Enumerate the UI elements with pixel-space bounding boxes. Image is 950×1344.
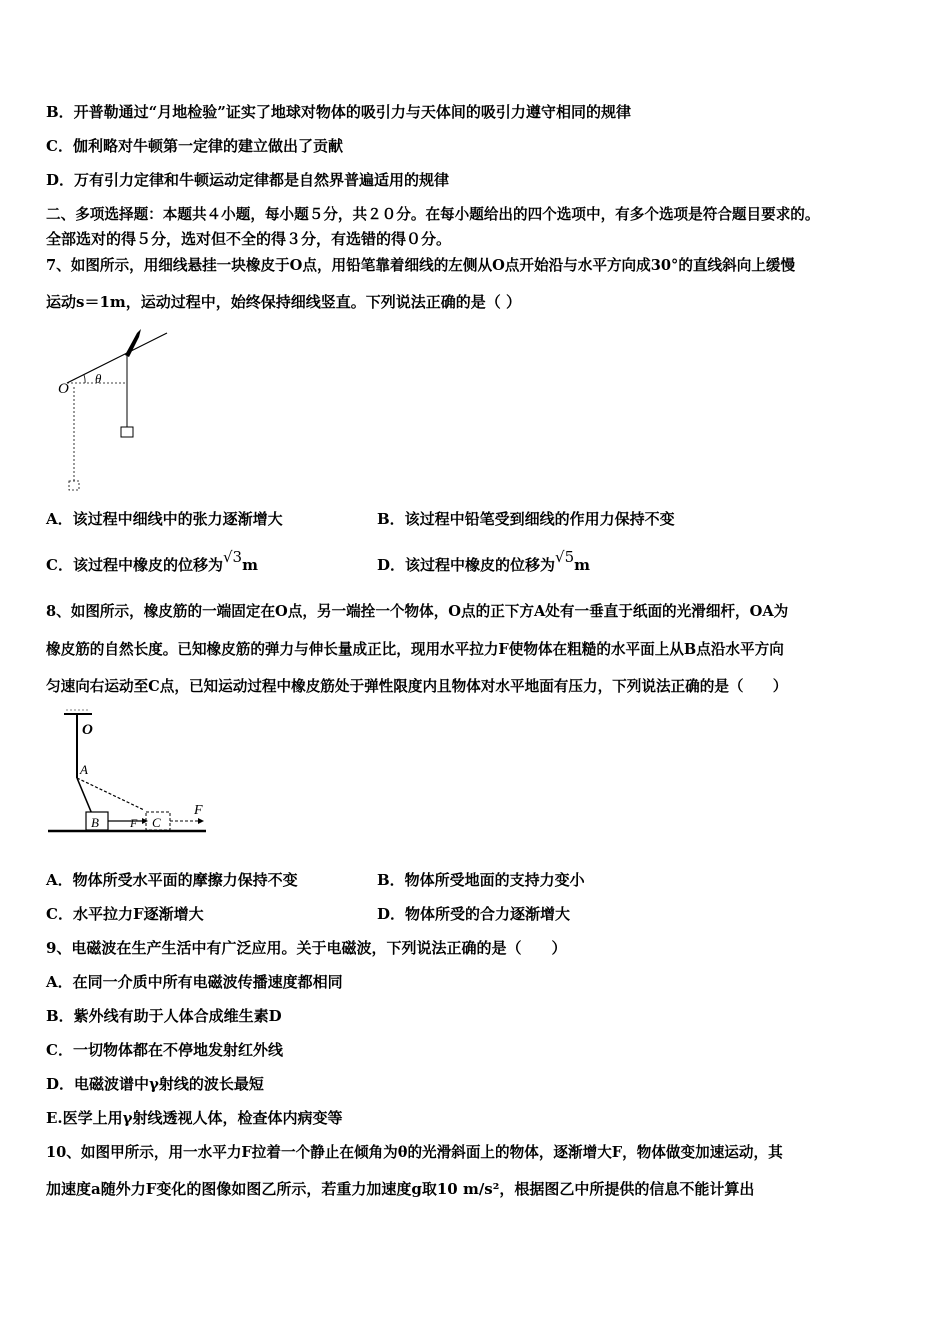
q7-option-d-text: D．该过程中橡皮的位移为 bbox=[377, 556, 556, 574]
q7-stem-line1: 7、如图所示，用细线悬挂一块橡皮于O点，用铅笔靠着细线的左侧从O点开始沿与水平方向成30°的直线斜向上缓慢 bbox=[46, 257, 796, 274]
q9-stem: 9、电磁波在生产生活中有广泛应用。关于电磁波，下列说法正确的是（ ） bbox=[46, 939, 567, 957]
option-b-previous: B．开普勒通过“月地检验”证实了地球对物体的吸引力与天体间的吸引力遵守相同的规律 bbox=[46, 103, 631, 121]
q8-stem-line1: 8、如图所示，橡皮筋的一端固定在O点，另一端拴一个物体，O点的正下方A处有一垂直于纸面的光滑细杆，OA为 bbox=[46, 603, 789, 620]
q9-option-b: B．紫外线有助于人体合成维生素D bbox=[46, 1007, 282, 1025]
q7-option-a: A．该过程中细线中的张力逐渐增大 bbox=[46, 510, 283, 528]
q8-stem-line2: 橡皮筋的自然长度。已知橡皮筋的弹力与伸长量成正比，现用水平拉力F使物体在粗糙的水平面上从B点沿水平方向 bbox=[46, 641, 784, 658]
q8-figure bbox=[46, 708, 216, 838]
q8-stem-line3: 匀速向右运动至C点，已知运动过程中橡皮筋处于弹性限度内且物体对水平地面有压力，下列说法正确的是（ ） bbox=[46, 678, 788, 695]
q7-option-c-unit: m bbox=[242, 556, 258, 574]
q8-option-a: A．物体所受水平面的摩擦力保持不变 bbox=[46, 871, 298, 889]
q8-option-b: B．物体所受地面的支持力变小 bbox=[377, 871, 585, 889]
q10-stem-line1: 10、如图甲所示，用一水平力F拉着一个静止在倾角为θ的光滑斜面上的物体，逐渐增大F，物体做变加速运动，其 bbox=[46, 1144, 783, 1161]
q8-figure-f-label: F bbox=[194, 803, 203, 818]
q9-option-e: E.医学上用γ射线透视人体，检查体内病变等 bbox=[46, 1109, 343, 1127]
q8-figure-b-label: B bbox=[91, 815, 99, 830]
option-d-previous: D．万有引力定律和牛顿运动定律都是自然界普遍适用的规律 bbox=[46, 171, 450, 189]
q7-option-d-sqrt: √5 bbox=[555, 548, 575, 566]
section-heading: 二、多项选择题：本题共４小题，每小题５分，共２０分。在每小题给出的四个选项中，有多个选项是符合题目要求的。 bbox=[46, 206, 820, 223]
q7-option-b: B．该过程中铅笔受到细线的作用力保持不变 bbox=[377, 510, 675, 528]
option-c-previous: C．伽利略对牛顿第一定律的建立做出了贡献 bbox=[46, 137, 343, 155]
q7-stem-line2: 运动s＝1m，运动过程中，始终保持细线竖直。下列说法正确的是（ ） bbox=[46, 293, 521, 311]
q7-option-c-sqrt: √3 bbox=[222, 548, 243, 566]
q9-option-a: A．在同一介质中所有电磁波传播速度都相同 bbox=[46, 973, 343, 991]
q7-figure-theta-label: θ bbox=[95, 371, 102, 386]
q8-option-c: C．水平拉力F逐渐增大 bbox=[46, 905, 204, 923]
q8-figure-o-label: O bbox=[82, 722, 93, 738]
q7-figure bbox=[55, 325, 185, 500]
q7-option-c bbox=[46, 548, 258, 575]
q7-option-d bbox=[377, 548, 590, 575]
section-instructions: 全部选对的得５分，选对但不全的得３分，有选错的得０分。 bbox=[46, 230, 452, 248]
q8-figure-f-near-label: F bbox=[130, 816, 138, 830]
q7-figure-o-label: O bbox=[58, 381, 69, 397]
q9-option-c: C．一切物体都在不停地发射红外线 bbox=[46, 1041, 283, 1059]
q8-option-d: D．物体所受的合力逐渐增大 bbox=[377, 905, 571, 923]
q9-option-d: D．电磁波谱中γ射线的波长最短 bbox=[46, 1075, 264, 1093]
q8-figure-c-label: C bbox=[152, 815, 161, 830]
q8-figure-a-label: A bbox=[80, 762, 88, 777]
q7-option-c-text: C．该过程中橡皮的位移为 bbox=[46, 556, 223, 574]
q7-option-d-unit: m bbox=[574, 556, 590, 574]
q10-stem-line2: 加速度a随外力F变化的图像如图乙所示，若重力加速度g取10 m/s²，根据图乙中所提供的信息不能计算出 bbox=[46, 1180, 755, 1198]
